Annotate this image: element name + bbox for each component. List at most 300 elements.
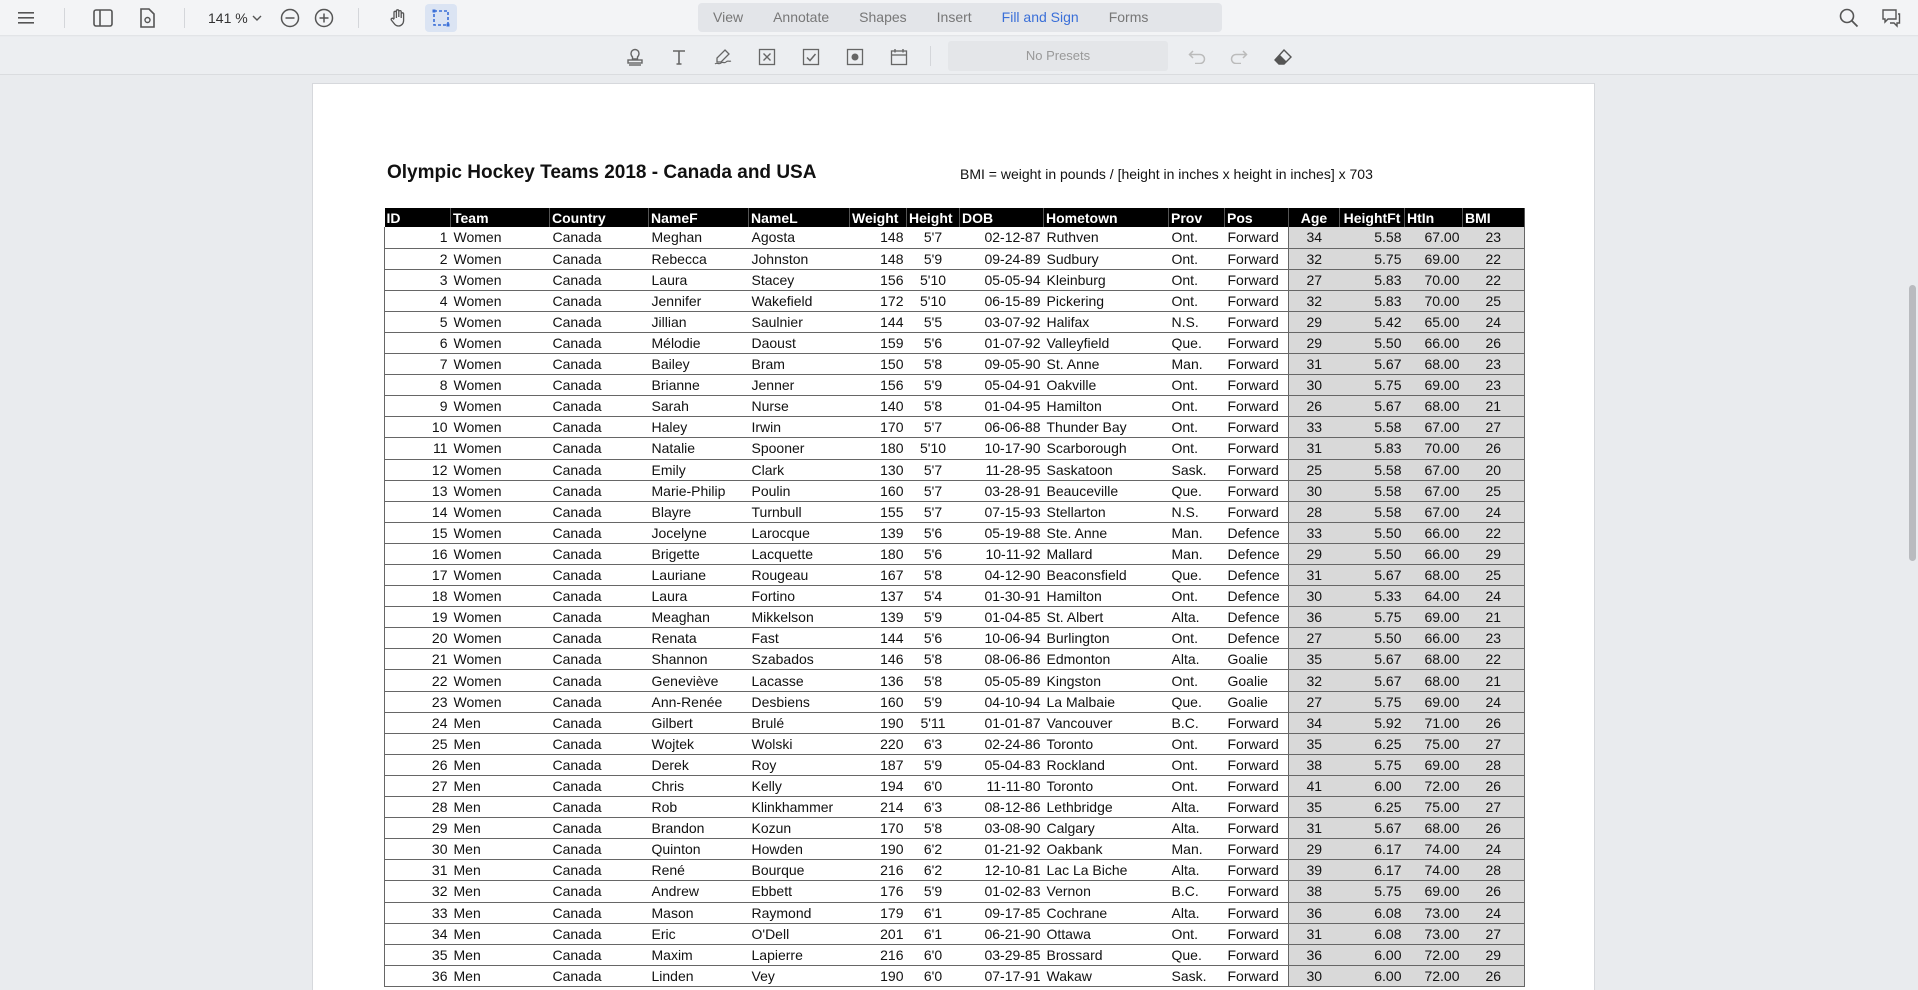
table-cell-pos: Defence	[1225, 522, 1289, 543]
table-cell-id: 29	[385, 818, 451, 839]
table-cell-namel: Turnbull	[749, 501, 850, 522]
table-cell-hometown: Beauceville	[1044, 480, 1169, 501]
table-cell-weight: 187	[850, 754, 907, 775]
table-cell-htin: 67.00	[1405, 459, 1463, 480]
table-cell-dob: 01-02-83	[960, 881, 1044, 902]
fill-and-sign-toolbar	[0, 37, 1918, 75]
table-cell-country: Canada	[550, 480, 649, 501]
table-cell-country: Canada	[550, 860, 649, 881]
table-cell-team: Women	[451, 565, 550, 586]
table-cell-height: 6'0	[907, 775, 960, 796]
table-cell-age: 31	[1289, 565, 1340, 586]
table-cell-prov: N.S.	[1169, 501, 1225, 522]
table-cell-prov: Ont.	[1169, 775, 1225, 796]
table-cell-prov: Ont.	[1169, 628, 1225, 649]
table-cell-heightft: 5.50	[1340, 522, 1405, 543]
table-cell-namef: Bailey	[649, 354, 749, 375]
table-cell-pos: Forward	[1225, 269, 1289, 290]
table-cell-prov: Ont.	[1169, 248, 1225, 269]
table-cell-hometown: Ruthven	[1044, 227, 1169, 248]
table-cell-country: Canada	[550, 733, 649, 754]
bmi-formula-note: BMI = weight in pounds / [height in inches x height in inches] x 703	[960, 166, 1373, 182]
zoom-level-dropdown[interactable]	[208, 6, 262, 30]
table-cell-weight: 148	[850, 227, 907, 248]
table-cell-country: Canada	[550, 501, 649, 522]
table-cell-prov: Que.	[1169, 332, 1225, 353]
table-cell-namel: Poulin	[749, 480, 850, 501]
tab-insert[interactable]: Insert	[936, 9, 972, 25]
table-cell-age: 31	[1289, 923, 1340, 944]
table-cell-height: 5'7	[907, 417, 960, 438]
table-cell-prov: Alta.	[1169, 797, 1225, 818]
table-cell-id: 8	[385, 375, 451, 396]
table-cell-weight: 214	[850, 797, 907, 818]
table-row	[385, 522, 1525, 543]
table-cell-htin: 68.00	[1405, 649, 1463, 670]
table-row	[385, 670, 1525, 691]
table-cell-heightft: 6.17	[1340, 860, 1405, 881]
table-cell-age: 31	[1289, 354, 1340, 375]
table-cell-namel: Ebbett	[749, 881, 850, 902]
table-cell-team: Women	[451, 543, 550, 564]
table-cell-id: 31	[385, 860, 451, 881]
table-cell-namef: Laura	[649, 586, 749, 607]
table-cell-hometown: Toronto	[1044, 775, 1169, 796]
table-cell-htin: 70.00	[1405, 269, 1463, 290]
table-cell-age: 30	[1289, 965, 1340, 986]
table-cell-prov: Que.	[1169, 691, 1225, 712]
table-cell-height: 6'0	[907, 944, 960, 965]
table-cell-country: Canada	[550, 438, 649, 459]
table-cell-country: Canada	[550, 311, 649, 332]
table-cell-pos: Forward	[1225, 227, 1289, 248]
table-cell-weight: 172	[850, 290, 907, 311]
table-cell-dob: 03-07-92	[960, 311, 1044, 332]
table-cell-pos: Forward	[1225, 818, 1289, 839]
table-cell-bmi: 24	[1463, 839, 1525, 860]
table-cell-pos: Forward	[1225, 311, 1289, 332]
table-cell-country: Canada	[550, 691, 649, 712]
table-cell-hometown: Rockland	[1044, 754, 1169, 775]
table-cell-id: 16	[385, 543, 451, 564]
table-cell-heightft: 5.50	[1340, 332, 1405, 353]
table-cell-weight: 194	[850, 775, 907, 796]
table-row	[385, 902, 1525, 923]
table-cell-age: 29	[1289, 543, 1340, 564]
table-cell-namel: Daoust	[749, 332, 850, 353]
table-cell-height: 6'1	[907, 902, 960, 923]
table-cell-prov: Ont.	[1169, 670, 1225, 691]
table-cell-height: 5'9	[907, 607, 960, 628]
table-cell-hometown: Toronto	[1044, 733, 1169, 754]
table-cell-dob: 05-04-91	[960, 375, 1044, 396]
column-header-pos: Pos	[1225, 208, 1289, 227]
table-cell-htin: 69.00	[1405, 754, 1463, 775]
table-cell-namel: Irwin	[749, 417, 850, 438]
table-cell-namef: Sarah	[649, 396, 749, 417]
table-cell-dob: 05-05-89	[960, 670, 1044, 691]
table-cell-htin: 65.00	[1405, 311, 1463, 332]
table-cell-team: Women	[451, 522, 550, 543]
table-cell-pos: Forward	[1225, 733, 1289, 754]
table-cell-htin: 75.00	[1405, 797, 1463, 818]
table-cell-age: 28	[1289, 501, 1340, 522]
table-cell-pos: Forward	[1225, 480, 1289, 501]
table-row	[385, 649, 1525, 670]
table-row	[385, 733, 1525, 754]
vertical-scrollbar[interactable]	[1906, 75, 1918, 990]
table-cell-pos: Forward	[1225, 839, 1289, 860]
table-cell-id: 25	[385, 733, 451, 754]
table-cell-weight: 170	[850, 417, 907, 438]
table-cell-prov: Alta.	[1169, 902, 1225, 923]
table-cell-team: Women	[451, 332, 550, 353]
hamburger-menu-icon[interactable]	[14, 4, 40, 32]
table-cell-hometown: Hamilton	[1044, 586, 1169, 607]
table-cell-weight: 190	[850, 712, 907, 733]
table-cell-age: 27	[1289, 628, 1340, 649]
table-cell-id: 10	[385, 417, 451, 438]
tab-fill-and-sign[interactable]: Fill and Sign	[1001, 9, 1079, 25]
table-cell-prov: Man.	[1169, 354, 1225, 375]
table-cell-dob: 09-24-89	[960, 248, 1044, 269]
table-cell-bmi: 24	[1463, 586, 1525, 607]
table-cell-weight: 160	[850, 691, 907, 712]
table-cell-weight: 150	[850, 354, 907, 375]
table-cell-prov: Ont.	[1169, 733, 1225, 754]
table-cell-country: Canada	[550, 332, 649, 353]
table-cell-bmi: 22	[1463, 269, 1525, 290]
table-cell-prov: Man.	[1169, 839, 1225, 860]
table-cell-dob: 01-30-91	[960, 586, 1044, 607]
table-cell-heightft: 5.83	[1340, 290, 1405, 311]
table-cell-team: Men	[451, 775, 550, 796]
table-cell-country: Canada	[550, 839, 649, 860]
table-cell-heightft: 6.08	[1340, 923, 1405, 944]
table-cell-age: 34	[1289, 227, 1340, 248]
table-cell-height: 5'8	[907, 354, 960, 375]
table-cell-namef: Jocelyne	[649, 522, 749, 543]
table-row	[385, 860, 1525, 881]
table-cell-namel: Larocque	[749, 522, 850, 543]
text-tool-icon[interactable]	[666, 44, 692, 70]
table-cell-heightft: 5.67	[1340, 354, 1405, 375]
table-cell-hometown: Mallard	[1044, 543, 1169, 564]
table-cell-namef: Rob	[649, 797, 749, 818]
table-cell-bmi: 26	[1463, 438, 1525, 459]
marquee-select-tool-icon[interactable]	[425, 4, 457, 32]
table-row	[385, 818, 1525, 839]
cross-mark-icon[interactable]	[754, 44, 780, 70]
table-cell-bmi: 25	[1463, 480, 1525, 501]
table-cell-team: Women	[451, 459, 550, 480]
presets-dropdown[interactable]: No Presets	[948, 41, 1168, 71]
table-cell-weight: 216	[850, 860, 907, 881]
table-cell-heightft: 5.67	[1340, 818, 1405, 839]
table-cell-bmi: 27	[1463, 797, 1525, 818]
table-cell-bmi: 28	[1463, 754, 1525, 775]
table-cell-dob: 03-08-90	[960, 818, 1044, 839]
table-cell-country: Canada	[550, 902, 649, 923]
table-cell-htin: 66.00	[1405, 543, 1463, 564]
table-cell-hometown: Calgary	[1044, 818, 1169, 839]
scrollbar-thumb[interactable]	[1909, 285, 1916, 561]
table-cell-hometown: Edmonton	[1044, 649, 1169, 670]
table-cell-namef: Brianne	[649, 375, 749, 396]
checkmark-icon[interactable]	[798, 44, 824, 70]
table-row	[385, 227, 1525, 248]
table-cell-team: Men	[451, 733, 550, 754]
table-cell-heightft: 5.75	[1340, 375, 1405, 396]
table-cell-country: Canada	[550, 818, 649, 839]
table-cell-country: Canada	[550, 628, 649, 649]
table-cell-pos: Forward	[1225, 860, 1289, 881]
table-cell-country: Canada	[550, 459, 649, 480]
table-cell-namel: Mikkelson	[749, 607, 850, 628]
table-cell-dob: 10-06-94	[960, 628, 1044, 649]
table-cell-heightft: 5.67	[1340, 565, 1405, 586]
table-cell-weight: 139	[850, 607, 907, 628]
stamp-signature-icon[interactable]	[622, 44, 648, 70]
menu-tabs	[698, 3, 1222, 32]
table-cell-id: 33	[385, 902, 451, 923]
tab-forms[interactable]: Forms	[1108, 9, 1149, 25]
table-cell-weight: 155	[850, 501, 907, 522]
table-cell-htin: 68.00	[1405, 670, 1463, 691]
table-cell-dob: 01-01-87	[960, 712, 1044, 733]
table-cell-age: 27	[1289, 691, 1340, 712]
table-cell-hometown: Oakbank	[1044, 839, 1169, 860]
table-cell-bmi: 22	[1463, 649, 1525, 670]
table-cell-namel: Raymond	[749, 902, 850, 923]
table-row	[385, 543, 1525, 564]
table-cell-weight: 170	[850, 818, 907, 839]
table-cell-hometown: Beaconsfield	[1044, 565, 1169, 586]
table-cell-namel: Clark	[749, 459, 850, 480]
table-cell-country: Canada	[550, 417, 649, 438]
table-cell-prov: Alta.	[1169, 860, 1225, 881]
zoom-in-icon[interactable]	[312, 4, 336, 32]
table-cell-weight: 180	[850, 438, 907, 459]
table-cell-dob: 05-04-83	[960, 754, 1044, 775]
table-cell-height: 5'6	[907, 628, 960, 649]
table-cell-bmi: 24	[1463, 902, 1525, 923]
table-cell-country: Canada	[550, 712, 649, 733]
column-header-team: Team	[451, 208, 550, 227]
dot-mark-icon[interactable]	[842, 44, 868, 70]
table-cell-team: Men	[451, 860, 550, 881]
date-calendar-icon[interactable]	[886, 44, 912, 70]
table-cell-prov: Que.	[1169, 944, 1225, 965]
table-cell-pos: Goalie	[1225, 649, 1289, 670]
table-cell-hometown: Saskatoon	[1044, 459, 1169, 480]
table-cell-team: Women	[451, 269, 550, 290]
column-header-height: Height	[907, 208, 960, 227]
table-row	[385, 607, 1525, 628]
table-cell-dob: 08-12-86	[960, 797, 1044, 818]
table-cell-team: Women	[451, 480, 550, 501]
table-row	[385, 396, 1525, 417]
table-cell-namef: Eric	[649, 923, 749, 944]
table-cell-namel: O'Dell	[749, 923, 850, 944]
table-cell-heightft: 5.58	[1340, 501, 1405, 522]
table-cell-namef: Marie-Philip	[649, 480, 749, 501]
table-cell-team: Women	[451, 607, 550, 628]
table-cell-team: Women	[451, 354, 550, 375]
redo-icon[interactable]	[1226, 44, 1252, 70]
signature-pen-icon[interactable]	[710, 44, 736, 70]
table-cell-htin: 69.00	[1405, 691, 1463, 712]
tab-shapes[interactable]: Shapes	[859, 9, 907, 25]
table-cell-dob: 04-10-94	[960, 691, 1044, 712]
table-cell-bmi: 25	[1463, 290, 1525, 311]
table-cell-dob: 01-21-92	[960, 839, 1044, 860]
table-cell-bmi: 29	[1463, 543, 1525, 564]
table-cell-namel: Wolski	[749, 733, 850, 754]
table-cell-namef: Brandon	[649, 818, 749, 839]
table-cell-hometown: Sudbury	[1044, 248, 1169, 269]
table-cell-height: 5'7	[907, 501, 960, 522]
table-cell-team: Women	[451, 248, 550, 269]
undo-icon[interactable]	[1184, 44, 1210, 70]
table-cell-bmi: 26	[1463, 332, 1525, 353]
table-cell-country: Canada	[550, 290, 649, 311]
table-cell-id: 26	[385, 754, 451, 775]
table-cell-bmi: 26	[1463, 712, 1525, 733]
column-header-htin: HtIn	[1405, 208, 1463, 227]
sidebar-toggle-icon[interactable]	[90, 4, 116, 32]
table-cell-team: Women	[451, 501, 550, 522]
table-cell-bmi: 27	[1463, 417, 1525, 438]
table-cell-namef: Laura	[649, 269, 749, 290]
table-cell-namel: Spooner	[749, 438, 850, 459]
comments-panel-icon[interactable]	[1878, 4, 1904, 32]
table-cell-heightft: 6.00	[1340, 944, 1405, 965]
table-cell-age: 25	[1289, 459, 1340, 480]
table-cell-weight: 130	[850, 459, 907, 480]
table-cell-country: Canada	[550, 248, 649, 269]
table-cell-namef: Meghan	[649, 227, 749, 248]
table-cell-namel: Agosta	[749, 227, 850, 248]
table-cell-country: Canada	[550, 944, 649, 965]
table-cell-pos: Forward	[1225, 354, 1289, 375]
document-properties-icon[interactable]	[134, 4, 160, 32]
table-cell-heightft: 5.83	[1340, 269, 1405, 290]
table-cell-htin: 69.00	[1405, 881, 1463, 902]
table-row	[385, 311, 1525, 332]
table-cell-age: 41	[1289, 775, 1340, 796]
table-cell-id: 2	[385, 248, 451, 269]
table-cell-pos: Forward	[1225, 459, 1289, 480]
table-row	[385, 480, 1525, 501]
table-cell-age: 35	[1289, 797, 1340, 818]
table-cell-pos: Defence	[1225, 586, 1289, 607]
table-cell-namef: Emily	[649, 459, 749, 480]
table-cell-weight: 144	[850, 628, 907, 649]
table-row	[385, 501, 1525, 522]
table-cell-pos: Forward	[1225, 248, 1289, 269]
table-cell-prov: B.C.	[1169, 712, 1225, 733]
table-cell-namel: Rougeau	[749, 565, 850, 586]
table-cell-bmi: 23	[1463, 227, 1525, 248]
table-cell-country: Canada	[550, 923, 649, 944]
table-cell-heightft: 5.67	[1340, 670, 1405, 691]
table-cell-height: 6'1	[907, 923, 960, 944]
table-cell-dob: 06-06-88	[960, 417, 1044, 438]
table-cell-hometown: St. Albert	[1044, 607, 1169, 628]
table-cell-id: 34	[385, 923, 451, 944]
table-cell-weight: 139	[850, 522, 907, 543]
eraser-icon[interactable]	[1270, 44, 1296, 70]
table-row	[385, 290, 1525, 311]
table-row	[385, 754, 1525, 775]
table-cell-age: 33	[1289, 522, 1340, 543]
table-cell-bmi: 22	[1463, 522, 1525, 543]
pan-hand-tool-icon[interactable]	[384, 4, 412, 32]
table-cell-hometown: Brossard	[1044, 944, 1169, 965]
table-cell-namel: Lacquette	[749, 543, 850, 564]
table-cell-dob: 02-24-86	[960, 733, 1044, 754]
table-cell-dob: 09-17-85	[960, 902, 1044, 923]
search-icon[interactable]	[1836, 4, 1862, 32]
table-cell-pos: Forward	[1225, 797, 1289, 818]
table-cell-namef: Renata	[649, 628, 749, 649]
table-cell-weight: 179	[850, 902, 907, 923]
table-cell-namef: Linden	[649, 965, 749, 986]
table-cell-bmi: 27	[1463, 733, 1525, 754]
table-cell-bmi: 29	[1463, 944, 1525, 965]
table-cell-height: 5'7	[907, 227, 960, 248]
column-header-hometown: Hometown	[1044, 208, 1169, 227]
table-row	[385, 375, 1525, 396]
zoom-out-icon[interactable]	[278, 4, 302, 32]
table-cell-dob: 11-11-80	[960, 775, 1044, 796]
table-cell-htin: 70.00	[1405, 290, 1463, 311]
table-cell-weight: 159	[850, 332, 907, 353]
table-cell-country: Canada	[550, 607, 649, 628]
table-row	[385, 269, 1525, 290]
table-cell-hometown: Ottawa	[1044, 923, 1169, 944]
table-cell-team: Men	[451, 712, 550, 733]
table-cell-heightft: 5.33	[1340, 586, 1405, 607]
table-cell-weight: 220	[850, 733, 907, 754]
table-cell-id: 5	[385, 311, 451, 332]
column-header-heightft: HeightFt	[1340, 208, 1405, 227]
table-cell-height: 5'9	[907, 375, 960, 396]
table-cell-height: 6'2	[907, 839, 960, 860]
table-cell-namef: Brigette	[649, 543, 749, 564]
table-cell-age: 35	[1289, 733, 1340, 754]
table-cell-namel: Stacey	[749, 269, 850, 290]
table-cell-pos: Forward	[1225, 712, 1289, 733]
table-cell-hometown: Wakaw	[1044, 965, 1169, 986]
table-cell-team: Men	[451, 818, 550, 839]
table-cell-id: 19	[385, 607, 451, 628]
table-cell-htin: 69.00	[1405, 248, 1463, 269]
table-cell-namef: Maxim	[649, 944, 749, 965]
table-cell-country: Canada	[550, 670, 649, 691]
table-cell-country: Canada	[550, 965, 649, 986]
table-cell-dob: 03-29-85	[960, 944, 1044, 965]
table-cell-pos: Forward	[1225, 902, 1289, 923]
table-row	[385, 459, 1525, 480]
tab-view[interactable]: View	[713, 9, 744, 25]
table-cell-team: Women	[451, 417, 550, 438]
table-cell-bmi: 21	[1463, 670, 1525, 691]
tab-annotate[interactable]: Annotate	[773, 9, 830, 25]
table-cell-age: 39	[1289, 860, 1340, 881]
table-cell-hometown: Ste. Anne	[1044, 522, 1169, 543]
